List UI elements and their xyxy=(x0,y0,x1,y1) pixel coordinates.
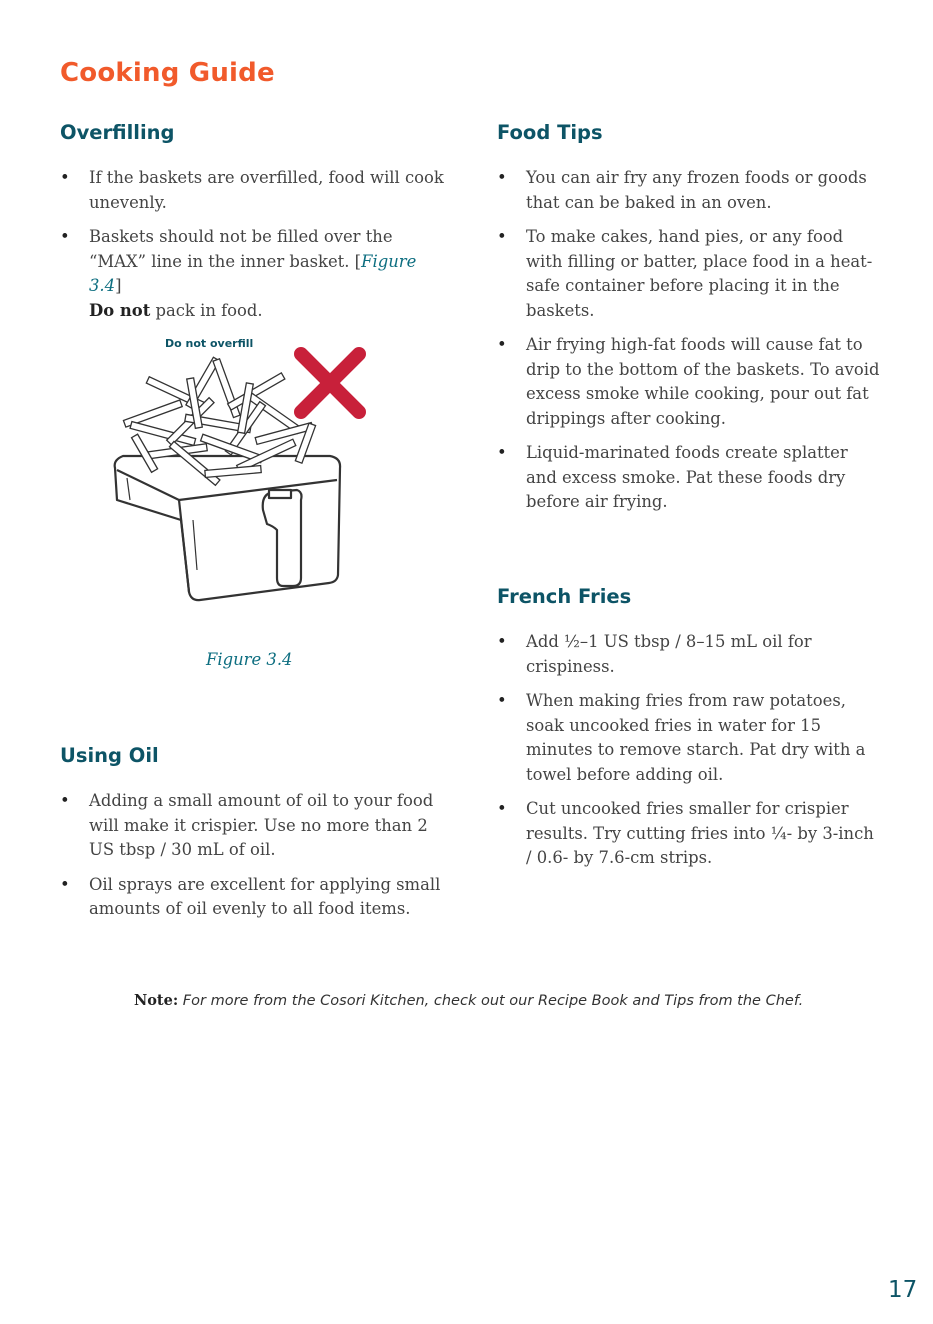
using-oil-list xyxy=(60,789,452,932)
overfilling-heading: Overfilling xyxy=(60,121,175,144)
list-item: • To make cakes, hand pies, or any food with filling or batter, place food in a heat-safe container before placing it in the baskets. xyxy=(497,225,882,323)
note-text: For more from the Cosori Kitchen, check out our Recipe Book and Tips from the Chef. xyxy=(178,993,804,1009)
page-number: 17 xyxy=(888,1277,918,1303)
list-item: • Cut uncooked fries smaller for crispier results. Try cutting fries into ¼- by 3-inch / 0.6- by 7.6-cm strips. xyxy=(497,797,882,871)
list-item: • If the baskets are overfilled, food will cook unevenly. xyxy=(60,166,452,215)
figure-reference-link[interactable]: Figure 3.4 xyxy=(89,251,417,295)
figure-label: Do not overfill xyxy=(165,337,254,350)
list-item: • When making fries from raw potatoes, soak uncooked fries in water for 15 minutes to remove starch. Pat dry with a towel before adding oil. xyxy=(497,689,882,787)
note-label: Note: xyxy=(134,992,179,1009)
figure-3-4 xyxy=(105,330,380,615)
list-item: • Air frying high-fat foods will cause fat to drip to the bottom of the baskets. To avoid excess smoke while cooking, pour out fat drippings after cooking. xyxy=(497,333,882,431)
overfilling-list xyxy=(60,166,452,333)
list-item: • You can air fry any frozen foods or goods that can be baked in an oven. xyxy=(497,166,882,215)
fries-basket-illustration xyxy=(115,456,340,600)
french-fries-heading: French Fries xyxy=(497,585,632,608)
list-item: • Add ½–1 US tbsp / 8–15 mL oil for crispiness. xyxy=(497,630,882,679)
food-tips-heading: Food Tips xyxy=(497,121,603,144)
figure-caption: Figure 3.4 xyxy=(206,650,293,669)
list-item: • Baskets should not be filled over the “MAX” line in the inner basket. [Figure 3.4] Do not pack in food. xyxy=(60,225,452,323)
using-oil-heading: Using Oil xyxy=(60,744,159,767)
note xyxy=(134,992,803,1009)
list-item: • Liquid-marinated foods create splatter and excess smoke. Pat these foods dry before air frying. xyxy=(497,441,882,515)
list-item: • Adding a small amount of oil to your food will make it crispier. Use no more than 2 US tbsp / 30 mL of oil. xyxy=(60,789,452,863)
french-fries-list xyxy=(497,630,882,881)
red-x-icon xyxy=(301,354,359,412)
food-tips-list xyxy=(497,166,882,525)
list-item: • Oil sprays are excellent for applying small amounts of oil evenly to all food items. xyxy=(60,873,452,922)
page-title: Cooking Guide xyxy=(60,58,275,88)
